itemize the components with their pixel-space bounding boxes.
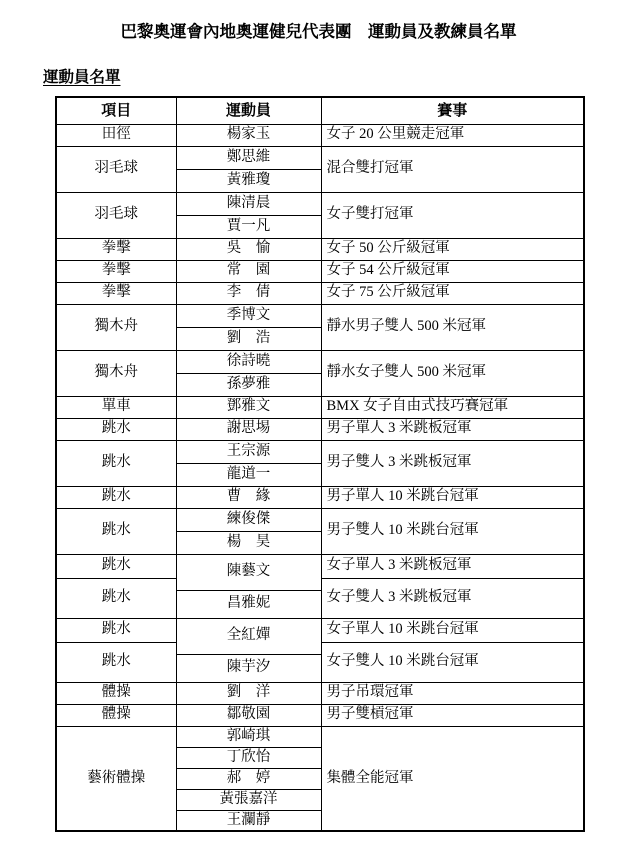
sport-cell: 獨木舟 — [56, 304, 176, 350]
event-cell: 男子雙槓冠軍 — [321, 704, 584, 726]
event-cell: 女子 54 公斤級冠軍 — [321, 260, 584, 282]
sport-cell: 跳水 — [56, 578, 176, 618]
event-cell: 女子單人 3 米跳板冠軍 — [321, 554, 584, 578]
event-cell: 靜水男子雙人 500 米冠軍 — [321, 304, 584, 350]
sport-cell: 體操 — [56, 704, 176, 726]
athlete-cell: 龍道一 — [176, 463, 321, 486]
table-header-row — [56, 97, 584, 124]
sport-cell: 單車 — [56, 396, 176, 418]
athlete-cell: 鄒敬園 — [176, 704, 321, 726]
event-cell: 靜水女子雙人 500 米冠軍 — [321, 350, 584, 396]
table-row — [56, 418, 584, 440]
table-row — [56, 238, 584, 260]
athlete-table-body — [56, 124, 584, 831]
table-row — [56, 704, 584, 726]
section-heading-row — [43, 65, 637, 87]
sport-cell: 跳水 — [56, 486, 176, 508]
table-row — [56, 304, 584, 327]
table-row — [56, 260, 584, 282]
event-cell: 男子單人 10 米跳台冠軍 — [321, 486, 584, 508]
table-row — [56, 486, 584, 508]
table-row — [56, 350, 584, 373]
table-row — [56, 682, 584, 704]
athlete-cell: 黃張嘉洋 — [176, 789, 321, 810]
sport-cell: 羽毛球 — [56, 146, 176, 192]
athlete-cell: 全紅嬋 — [176, 618, 321, 654]
event-cell: 集體全能冠軍 — [321, 726, 584, 831]
sport-cell: 跳水 — [56, 440, 176, 486]
athlete-table — [55, 96, 585, 832]
athlete-cell: 徐詩曉 — [176, 350, 321, 373]
table-row — [56, 554, 584, 578]
athlete-cell: 王瀾靜 — [176, 810, 321, 831]
table-row — [56, 192, 584, 215]
athlete-cell: 曹 緣 — [176, 486, 321, 508]
athlete-cell: 鄧雅文 — [176, 396, 321, 418]
page-title: 巴黎奧運會內地奧運健兒代表團 運動員及教練員名單 — [120, 22, 517, 41]
athlete-cell: 陳藝文 — [176, 554, 321, 590]
athlete-cell: 季博文 — [176, 304, 321, 327]
sport-cell: 獨木舟 — [56, 350, 176, 396]
event-cell: 女子雙人 3 米跳板冠軍 — [321, 578, 584, 618]
athlete-cell: 鄭思維 — [176, 146, 321, 169]
table-row — [56, 508, 584, 531]
sport-cell: 拳擊 — [56, 260, 176, 282]
athlete-cell: 陳清晨 — [176, 192, 321, 215]
event-cell: BMX 女子自由式技巧賽冠軍 — [321, 396, 584, 418]
table-row — [56, 396, 584, 418]
event-cell: 男子單人 3 米跳板冠軍 — [321, 418, 584, 440]
sport-cell: 跳水 — [56, 554, 176, 578]
event-cell: 女子單人 10 米跳台冠軍 — [321, 618, 584, 642]
athlete-cell: 昌雅妮 — [176, 590, 321, 618]
athlete-cell: 郝 婷 — [176, 768, 321, 789]
athlete-cell: 丁欣怡 — [176, 747, 321, 768]
athlete-cell: 孫夢雅 — [176, 373, 321, 396]
table-row — [56, 124, 584, 146]
athlete-cell: 黃雅瓊 — [176, 169, 321, 192]
sport-cell: 羽毛球 — [56, 192, 176, 238]
athlete-cell: 吳 愉 — [176, 238, 321, 260]
athlete-cell: 楊 昊 — [176, 531, 321, 554]
event-cell: 女子 20 公里競走冠軍 — [321, 124, 584, 146]
event-cell: 男子雙人 3 米跳板冠軍 — [321, 440, 584, 486]
column-header-sport: 項目 — [56, 97, 176, 124]
athlete-cell: 陳芋汐 — [176, 654, 321, 682]
table-row — [56, 282, 584, 304]
event-cell: 女子雙人 10 米跳台冠軍 — [321, 642, 584, 682]
athlete-cell: 賈一凡 — [176, 215, 321, 238]
athlete-cell: 練俊傑 — [176, 508, 321, 531]
event-cell: 混合雙打冠軍 — [321, 146, 584, 192]
athlete-cell: 劉 浩 — [176, 327, 321, 350]
column-header-athlete: 運動員 — [176, 97, 321, 124]
athlete-cell: 常 園 — [176, 260, 321, 282]
table-row — [56, 618, 584, 642]
athlete-cell: 楊家玉 — [176, 124, 321, 146]
event-cell: 女子雙打冠軍 — [321, 192, 584, 238]
athlete-cell: 王宗源 — [176, 440, 321, 463]
sport-cell: 拳擊 — [56, 282, 176, 304]
athlete-cell: 郭崎琪 — [176, 726, 321, 747]
sport-cell: 跳水 — [56, 618, 176, 642]
section-heading: 運動員名單 — [43, 69, 121, 87]
athlete-cell: 李 倩 — [176, 282, 321, 304]
table-row — [56, 440, 584, 463]
column-header-event: 賽事 — [321, 97, 584, 124]
event-cell: 男子雙人 10 米跳台冠軍 — [321, 508, 584, 554]
sport-cell: 跳水 — [56, 508, 176, 554]
sport-cell: 拳擊 — [56, 238, 176, 260]
athlete-cell: 劉 洋 — [176, 682, 321, 704]
event-cell: 男子吊環冠軍 — [321, 682, 584, 704]
sport-cell: 跳水 — [56, 642, 176, 682]
event-cell: 女子 50 公斤級冠軍 — [321, 238, 584, 260]
sport-cell: 藝術體操 — [56, 726, 176, 831]
event-cell: 女子 75 公斤級冠軍 — [321, 282, 584, 304]
table-row — [56, 146, 584, 169]
sport-cell: 體操 — [56, 682, 176, 704]
sport-cell: 跳水 — [56, 418, 176, 440]
table-row — [56, 726, 584, 747]
athlete-cell: 謝思埸 — [176, 418, 321, 440]
sport-cell: 田徑 — [56, 124, 176, 146]
